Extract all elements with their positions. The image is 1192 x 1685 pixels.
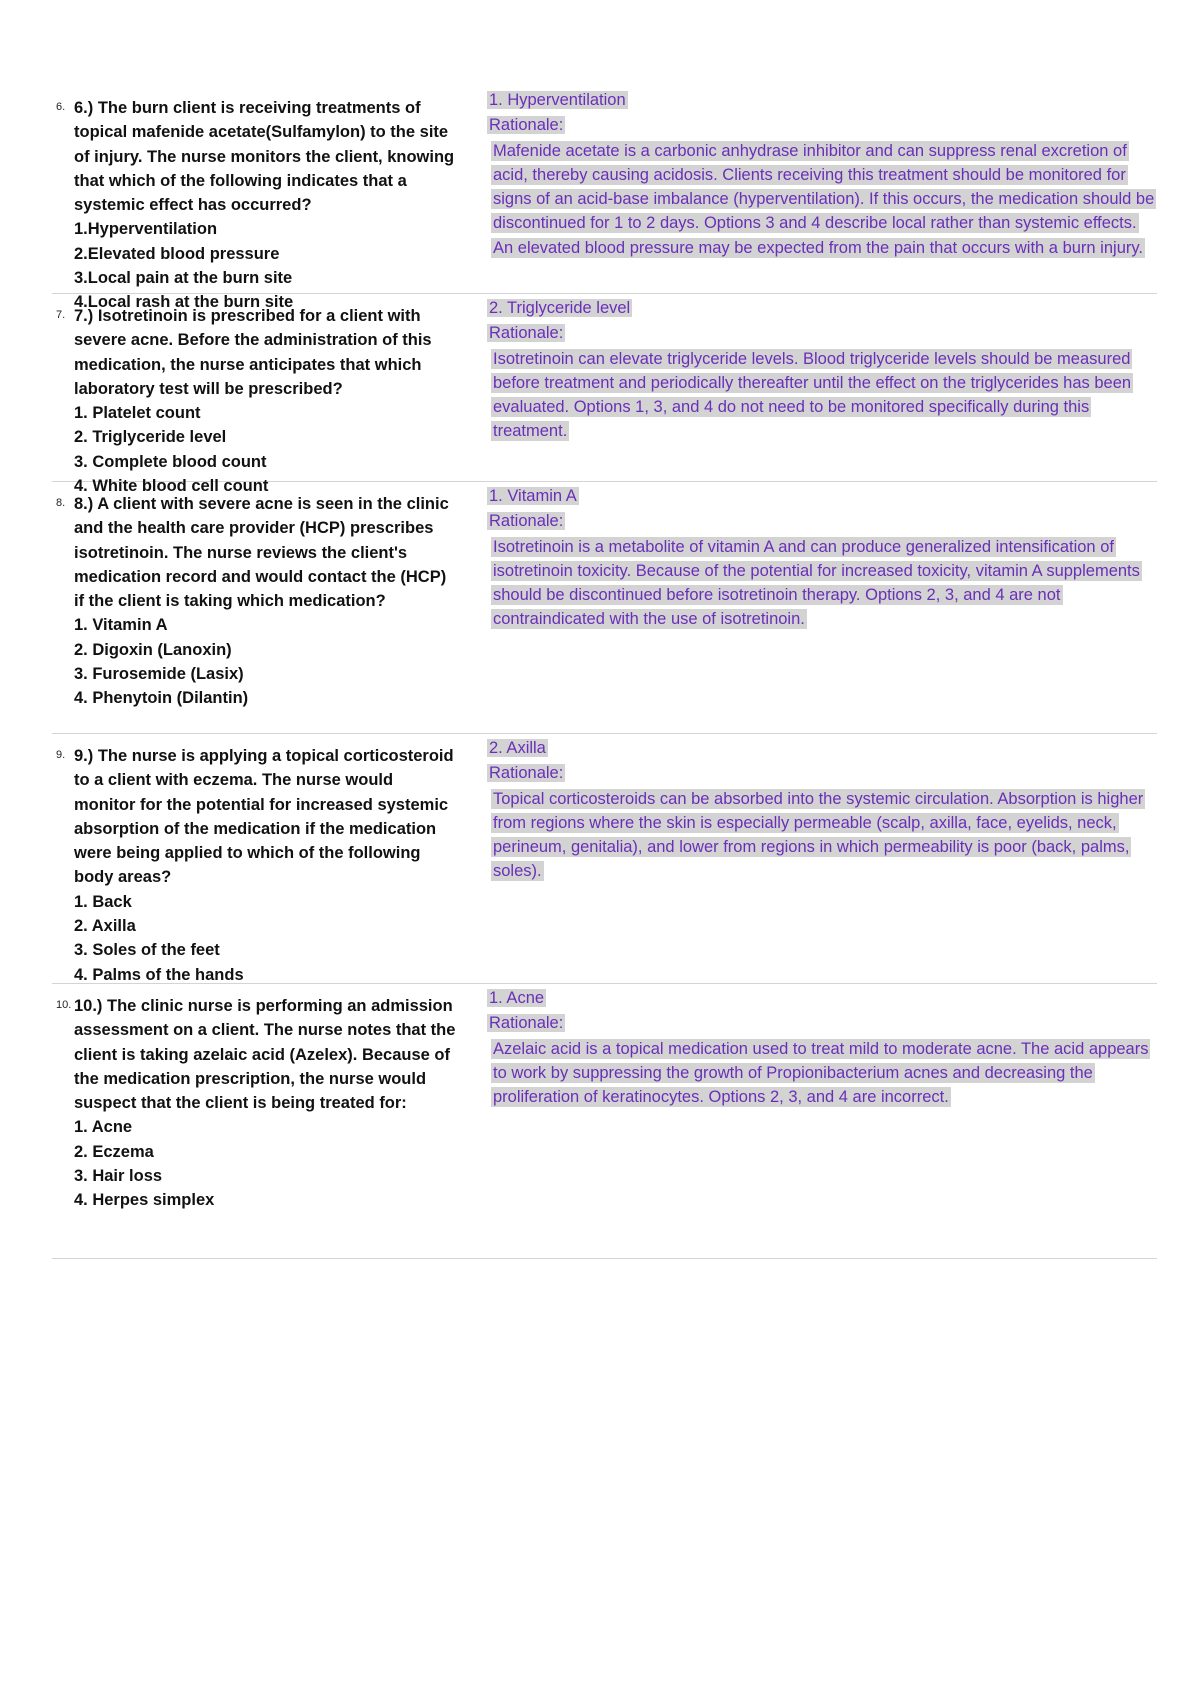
- option: 4. Herpes simplex: [74, 1191, 215, 1210]
- question-cell: [52, 984, 467, 1258]
- rationale-text: Isotretinoin can elevate triglyceride levels. Blood triglyceride levels should be measured before treatment and periodically thereafter until the effect on the triglycerides has been evaluated. Options 1, 3, and 4 do not need to be monitored specifically during this treatment.: [493, 349, 1132, 441]
- option: 3. Hair loss: [74, 1167, 163, 1186]
- rationale-label: Rationale:: [489, 764, 564, 783]
- question-text: 6.) The burn client is receiving treatments of topical mafenide acetate(Sulfamylon) to the site of injury. The nurse monitors the client, knowing that which of the following indicates that a systemic effect has occurred?: [74, 99, 455, 215]
- answer-cell: [467, 482, 1157, 733]
- option: 2. Axilla: [74, 917, 136, 936]
- option: 3. Soles of the feet: [74, 941, 220, 960]
- option: 3.Local pain at the burn site: [74, 269, 293, 288]
- option: 3. Furosemide (Lasix): [74, 665, 244, 684]
- option: 4. White blood cell count: [74, 477, 269, 496]
- option: 1.Hyperventilation: [74, 220, 218, 239]
- rationale-label: Rationale:: [489, 1014, 564, 1033]
- option: 2. Eczema: [74, 1142, 154, 1161]
- option: 4. Phenytoin (Dilantin): [74, 689, 249, 708]
- option-list: [74, 890, 459, 987]
- list-number: 10.: [56, 999, 72, 1011]
- question-row: [52, 734, 1157, 984]
- correct-answer: 1. Acne: [489, 989, 545, 1007]
- rationale-text: Azelaic acid is a topical medication used to treat mild to moderate acne. The acid appears to work by suppressing the growth of Propionibacterium acnes and decreasing the proliferation of keratinocytes. Options 2, 3, and 4 are incorrect.: [493, 1039, 1149, 1107]
- rationale-text: Topical corticosteroids can be absorbed into the systemic circulation. Absorption is higher from regions where the skin is especially permeable (scalp, axilla, face, eyelids, neck, perineum, genitalia), and lower from regions in which permeability is poor (back, palms, soles).: [493, 789, 1144, 881]
- option: 3. Complete blood count: [74, 452, 267, 471]
- answer-cell: [467, 984, 1157, 1258]
- rationale-label: Rationale:: [489, 324, 564, 343]
- answer-cell: [467, 294, 1157, 481]
- question-cell: [52, 86, 467, 312]
- option: 2.Elevated blood pressure: [74, 244, 280, 263]
- option: 1. Back: [74, 892, 132, 911]
- question-text: 10.) The clinic nurse is performing an admission assessment on a client. The nurse notes that the client is taking azelaic acid (Azelex). Because of the medication prescription, the nurse would suspect that the client is being treated for:: [74, 997, 456, 1113]
- correct-answer: 2. Triglyceride level: [489, 299, 631, 317]
- rationale-label: Rationale:: [489, 512, 564, 531]
- question-text: 7.) Isotretinoin is prescribed for a client with severe acne. Before the administration of this medication, the nurse anticipates that which laboratory test will be prescribed?: [74, 307, 432, 398]
- correct-answer: 1. Hyperventilation: [489, 91, 626, 109]
- option: 1. Platelet count: [74, 404, 201, 423]
- option: 2. Triglyceride level: [74, 428, 227, 447]
- correct-answer: 2. Axilla: [489, 739, 546, 757]
- rationale-text: Isotretinoin is a metabolite of vitamin A and can produce generalized intensification of isotretinoin toxicity. Because of the potential for increased toxicity, vitamin A supplements should be discontinued before isotretinoin therapy. Options 2, 3, and 4 are not contraindicated with the use of isotretinoin.: [493, 537, 1140, 629]
- list-number: 9.: [56, 749, 66, 761]
- option: 2. Digoxin (Lanoxin): [74, 640, 232, 659]
- correct-answer: 1. Vitamin A: [489, 487, 577, 505]
- question-cell: [52, 294, 467, 496]
- option: 4. Palms of the hands: [74, 965, 244, 984]
- list-number: 8.: [56, 497, 66, 509]
- question-text: 8.) A client with severe acne is seen in the clinic and the health care provider (HCP) prescribes isotretinoin. The nurse reviews the client's medication record and would contact the (HCP) if the client is taking which medication?: [74, 495, 449, 611]
- option: 1. Acne: [74, 1118, 133, 1137]
- option-list: [74, 613, 459, 710]
- question-row: [52, 984, 1157, 1259]
- answer-cell: [467, 86, 1157, 293]
- option: 1. Vitamin A: [74, 616, 168, 635]
- rationale-label: Rationale:: [489, 116, 564, 135]
- answer-cell: [467, 734, 1157, 983]
- rationale-text: Mafenide acetate is a carbonic anhydrase inhibitor and can suppress renal excretion of acid, thereby causing acidosis. Clients receiving this treatment should be monitored for signs of an acid-base imbalance (hyperventilation). If this occurs, the medication should be discontinued for 1 to 2 days. Options 3 and 4 describe local rather than systemic effects. An elevated blood pressure may be expected from the pain that occurs with a burn injury.: [493, 141, 1155, 257]
- question-text: 9.) The nurse is applying a topical corticosteroid to a client with eczema. The nurse would monitor for the potential for increased systemic absorption of the medication if the medication were being applied to which of the following body areas?: [74, 747, 454, 887]
- option: 4.Local rash at the burn site: [74, 293, 294, 312]
- question-row: [52, 482, 1157, 734]
- question-cell: [52, 734, 467, 983]
- option-list: [74, 1115, 459, 1212]
- question-table: [52, 86, 1157, 1259]
- list-number: 6.: [56, 101, 66, 113]
- list-number: 7.: [56, 309, 66, 321]
- question-cell: [52, 482, 467, 733]
